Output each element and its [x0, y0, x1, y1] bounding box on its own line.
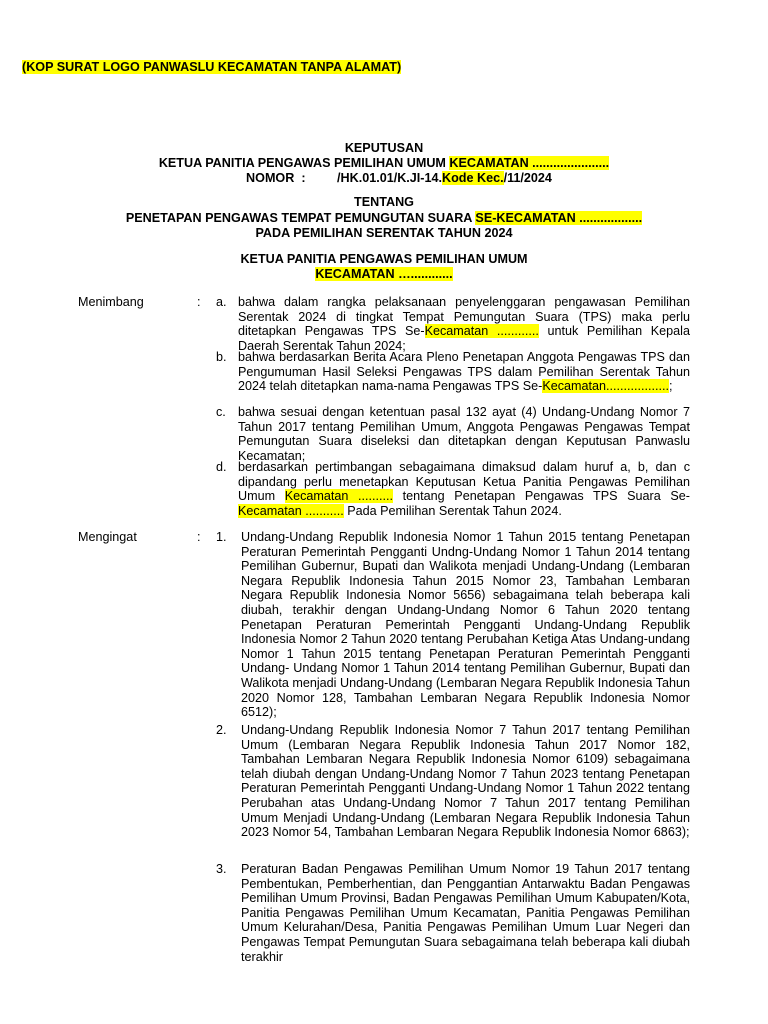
item-text-part: Pada Pemilihan Serentak Tahun 2024. — [343, 503, 562, 518]
item-text-part: ; — [669, 379, 673, 394]
document-number — [0, 171, 768, 187]
item-marker: 3. — [216, 862, 227, 876]
item-marker: 1. — [216, 530, 227, 544]
nomor-label: NOMOR : /HK.01.01/K.JI-14. — [246, 171, 443, 185]
menimbang-item-d — [216, 460, 694, 518]
menimbang-item-a — [216, 295, 694, 353]
issuer-line-text: KETUA PANITIA PENGAWAS PEMILIHAN UMUM — [158, 156, 450, 170]
mengingat-colon: : — [197, 530, 201, 544]
item-marker: c. — [216, 405, 226, 419]
issuer-line — [0, 156, 768, 172]
issuer-line-highlight: KECAMATAN ...................... — [449, 156, 610, 170]
item-text: Undang-Undang Republik Indonesia Nomor 7 Tahun 2017 tentang Pemilihan Umum (Lembaran Negara Republik Indonesia Tahun 2017 Nomor 182, Tambahan Lembaran Negara Republik Indonesia Nomor 6109) sebagaimana telah diubah dengan Undang-Undang Nomor 7 Tahun 2023 tentang Penetapan Peraturan Pemerintah Pengganti Undang-Undang Nomor 1 Tahun 2022 tentang Perubahan atas Undang-Undang Nomor 7 Tahun 2017 tentang Pemilihan Umum Menjadi Undang-Undang (Lembaran Negara Republik Indonesia Tahun 2023 Nomor 54, Tambahan Lembaran Negara Republik Indonesia Nomor 6863); — [241, 723, 690, 840]
menimbang-item-b — [216, 350, 694, 394]
item-text-part: bahwa berdasarkan Berita Acara Pleno Penetapan Anggota Pengawas TPS dan Pengumuman Hasil Seleksi Pengawas TPS dalam Pemilihan Serentak Tahun 2024 telah ditetapkan nama-nama Pengawas TPS Se- — [238, 350, 694, 394]
item-highlight: Kecamatan ............ — [424, 324, 539, 339]
subject-text: PENETAPAN PENGAWAS TEMPAT PEMUNGUTAN SUARA — [125, 211, 476, 225]
item-text-part: tentang Penetapan Pengawas TPS Suara Se- — [393, 489, 690, 504]
item-text-part: berdasarkan pertimbangan sebagaimana dimaksud dalam huruf a, b, dan c dipandang perlu menetapkan Keputusan Ketua Panitia Pengawas Pemilihan Umum — [238, 460, 694, 504]
letterhead-placeholder: (KOP SURAT LOGO PANWASLU KECAMATAN TANPA ALAMAT) — [22, 60, 402, 74]
subject-highlight: SE-KECAMATAN .................. — [475, 211, 643, 225]
issuer-kecamatan-highlight: KECAMATAN …............ — [315, 267, 453, 281]
tentang-heading: TENTANG — [354, 195, 414, 209]
subject-line-1 — [0, 211, 768, 227]
item-marker: b. — [216, 350, 227, 364]
mengingat-item-1 — [216, 530, 690, 720]
menimbang-colon: : — [197, 295, 201, 309]
mengingat-item-2 — [216, 723, 690, 840]
item-highlight: Kecamatan.................. — [542, 379, 670, 394]
item-text — [238, 350, 694, 394]
subject-line-2: PADA PEMILIHAN SERENTAK TAHUN 2024 — [255, 226, 513, 240]
menimbang-label: Menimbang — [78, 295, 144, 309]
item-text: Peraturan Badan Pengawas Pemilihan Umum Nomor 19 Tahun 2017 tentang Pembentukan, Pemberhentian, dan Penggantian Antarwaktu Badan Pengawas Pemilihan Umum Provinsi, Badan Pengawas Pemilihan Umum Kabupaten/Kota, Panitia Pengawas Pemilihan Umum Kecamatan, Panitia Pengawas Pemilihan Umum Kelurahan/Desa, Panitia Pengawas Pemilihan Umum Luar Negeri dan Pengawas Tempat Pemungutan Suara sebagaimana telah beberapa kali diubah terakhir — [241, 862, 690, 964]
nomor-suffix: /11/2024 — [503, 171, 552, 185]
mengingat-section — [78, 530, 690, 1024]
item-text-part: bahwa dalam rangka pelaksanaan penyelenggaran pengawasan Pemilihan Serentak 2024 di tingkat Tempat Pemungutan Suara (TPS) maka perlu ditetapkan Pengawas TPS Se- — [238, 295, 694, 339]
item-marker: d. — [216, 460, 227, 474]
item-marker: 2. — [216, 723, 227, 737]
mengingat-label: Mengingat — [78, 530, 137, 544]
item-text-part: bahwa sesuai dengan ketentuan pasal 132 ayat (4) Undang-Undang Nomor 7 Tahun 2017 tentang Pemilihan Umum, Anggota Pengawas Pengawas Tempat Pemungutan Suara diseleksi dan ditetapkan dengan Keputusan Panwaslu Kecamatan; — [238, 405, 694, 463]
item-marker: a. — [216, 295, 227, 309]
item-text-part: untuk Pemilihan Kepala Daerah Serentak Tahun 2024; — [238, 324, 694, 353]
issuer-heading-2 — [0, 267, 768, 283]
item-text: Undang-Undang Republik Indonesia Nomor 1 Tahun 2015 tentang Penetapan Peraturan Pemerintah Pengganti Undng-Undang Nomor 1 Tahun 2014 tentang Pemilihan Gubernur, Bupati dan Walikota menjadi Undang-Undang (Lembaran Negara Republik Indonesia Tahun 2015 Nomor 23, Tambahan Lembaran Negara Republik Indonesia Nomor 5656) sebagaimana telah beberapa kali diubah, terakhir dengan Undang-Undang Nomor 6 Tahun 2020 tentang Penetapan Peraturan Pemerintah Pengganti Undang-Undang Republik Indonesia Nomor 2 Tahun 2020 tentang Perubahan Ketiga Atas Undang-undang Nomor 1 Tahun 2015 tentang Penetapan Peraturan Pemerintah Pengganti Undang- Undang Nomor 1 Tahun 2014 tentang Pemilihan Gubernur, Bupati dan Walikota menjadi Undang-Undang (Lembaran Negara Republik Indonesia Tahun 2020 Nomor 128, Tambahan Lembaran Negara Republik Indonesia Nomor 6512); — [241, 530, 690, 720]
menimbang-item-c — [216, 405, 694, 463]
item-text — [238, 460, 694, 518]
nomor-highlight: Kode Kec. — [442, 171, 504, 185]
document-title: KEPUTUSAN — [344, 141, 424, 155]
menimbang-section — [78, 295, 694, 520]
issuer-heading: KETUA PANITIA PENGAWAS PEMILIHAN UMUM — [240, 252, 528, 266]
mengingat-item-3 — [216, 862, 690, 964]
item-text — [238, 295, 694, 353]
item-highlight: Kecamatan ........... — [238, 503, 344, 518]
item-highlight: Kecamatan .......... — [284, 489, 394, 504]
item-text — [238, 405, 694, 463]
